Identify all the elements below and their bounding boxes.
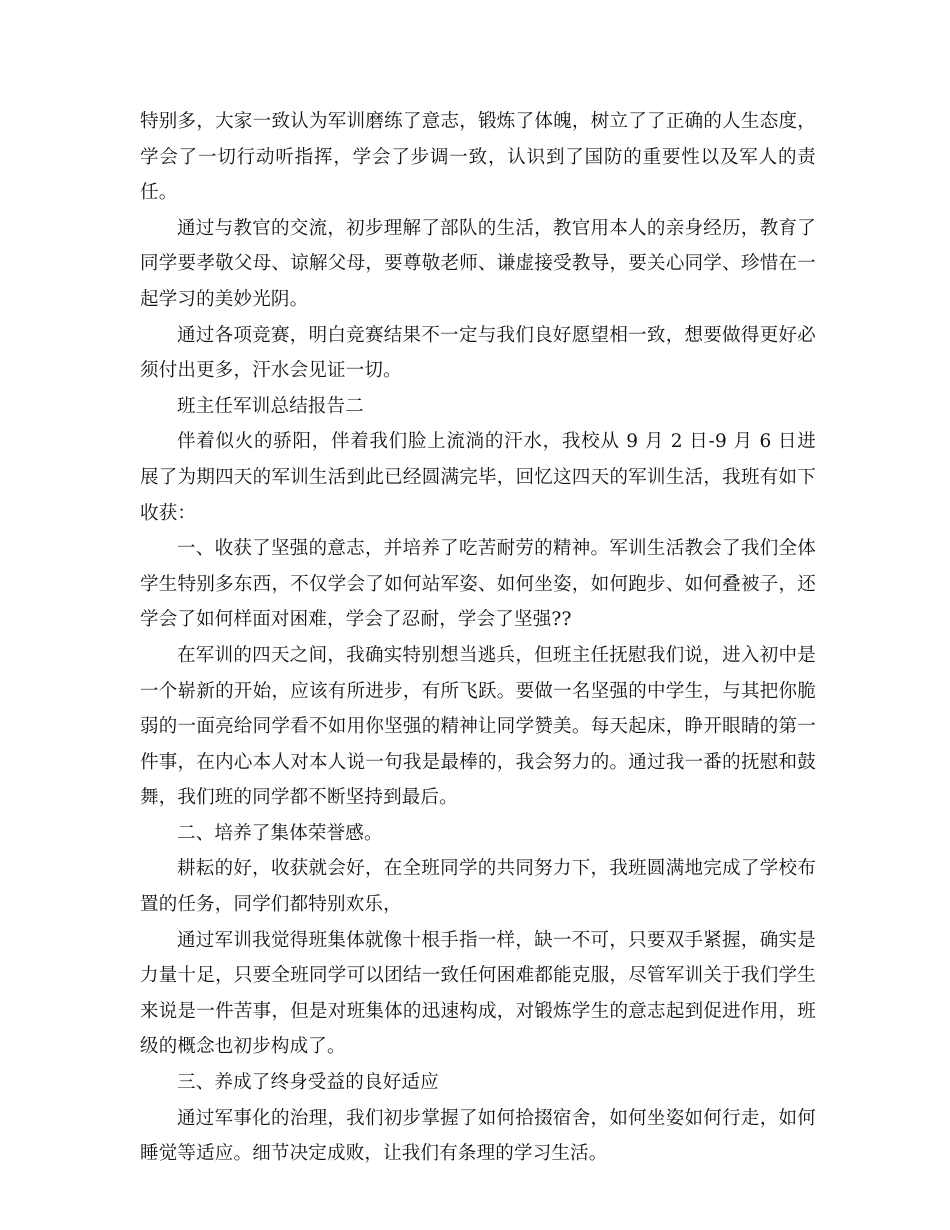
paragraph-5: 伴着似火的骄阳，伴着我们脸上流淌的汗水，我校从 9 月 2 日-9 月 6 日进展了为期四天的军训生活到此已经圆满完毕，回忆这四天的军训生活，我班有如下收获： bbox=[140, 431, 816, 524]
paragraph-2: 通过与教官的交流，初步理解了部队的生活，教官用本人的亲身经历，教育了同学要孝敬父母、谅解父母，要尊敬老师、谦虚接受教导，要关心同学、珍惜在一起学习的美妙光阴。 bbox=[140, 217, 816, 310]
section-heading-good-habits: 三、养成了终身受益的良好适应 bbox=[177, 1072, 439, 1094]
paragraph-1: 特别多，大家一致认为军训磨练了意志，锻炼了体魄，树立了了正确的人生态度，学会了一切行动听指挥，学会了步调一致，认识到了国防的重要性以及军人的责任。 bbox=[140, 111, 816, 204]
paragraph-10: 通过军训我觉得班集体就像十根手指一样，缺一不可，只要双手紧握，确实是力量十足，只要全班同学可以团结一致任何困难都能克服，尽管军训关于我们学生来说是一件苦事，但是对班集体的迅速构成，对锻炼学生的意志起到促进作用，班级的概念也初步构成了。 bbox=[140, 929, 816, 1058]
paragraph-9: 耕耘的好，收获就会好，在全班同学的共同努力下，我班圆满地完成了学校布置的任务，同学们都特别欢乐， bbox=[140, 858, 816, 916]
paragraph-6: 一、收获了坚强的意志，并培养了吃苦耐劳的精神。军训生活教会了我们全体学生特别多东西，不仅学会了如何站军姿、如何坐姿，如何跑步、如何叠被子，还学会了如何样面对困难，学会了忍耐，学会了坚强?? bbox=[140, 538, 816, 631]
section-heading-report-two: 班主任军训总结报告二 bbox=[177, 395, 365, 417]
document-body bbox=[140, 104, 816, 1172]
paragraph-12: 通过军事化的治理，我们初步掌握了如何拾掇宿舍，如何坐姿如何行走，如何睡觉等适应。细节决定成败，让我们有条理的学习生活。 bbox=[140, 1107, 816, 1165]
paragraph-3: 通过各项竞赛，明白竞赛结果不一定与我们良好愿望相一致，想要做得更好必须付出更多，汗水会见证一切。 bbox=[140, 324, 816, 382]
paragraph-7: 在军训的四天之间，我确实特别想当逃兵，但班主任抚慰我们说，进入初中是一个崭新的开始，应该有所进步，有所飞跃。要做一名坚强的中学生，与其把你脆弱的一面亮给同学看不如用你坚强的精神让同学赞美。每天起床，睁开眼睛的第一件事，在内心本人对本人说一句我是最棒的，我会努力的。通过我一番的抚慰和鼓舞，我们班的同学都不断坚持到最后。 bbox=[140, 644, 816, 809]
section-heading-collective-honor: 二、培养了集体荣誉感。 bbox=[177, 822, 383, 844]
